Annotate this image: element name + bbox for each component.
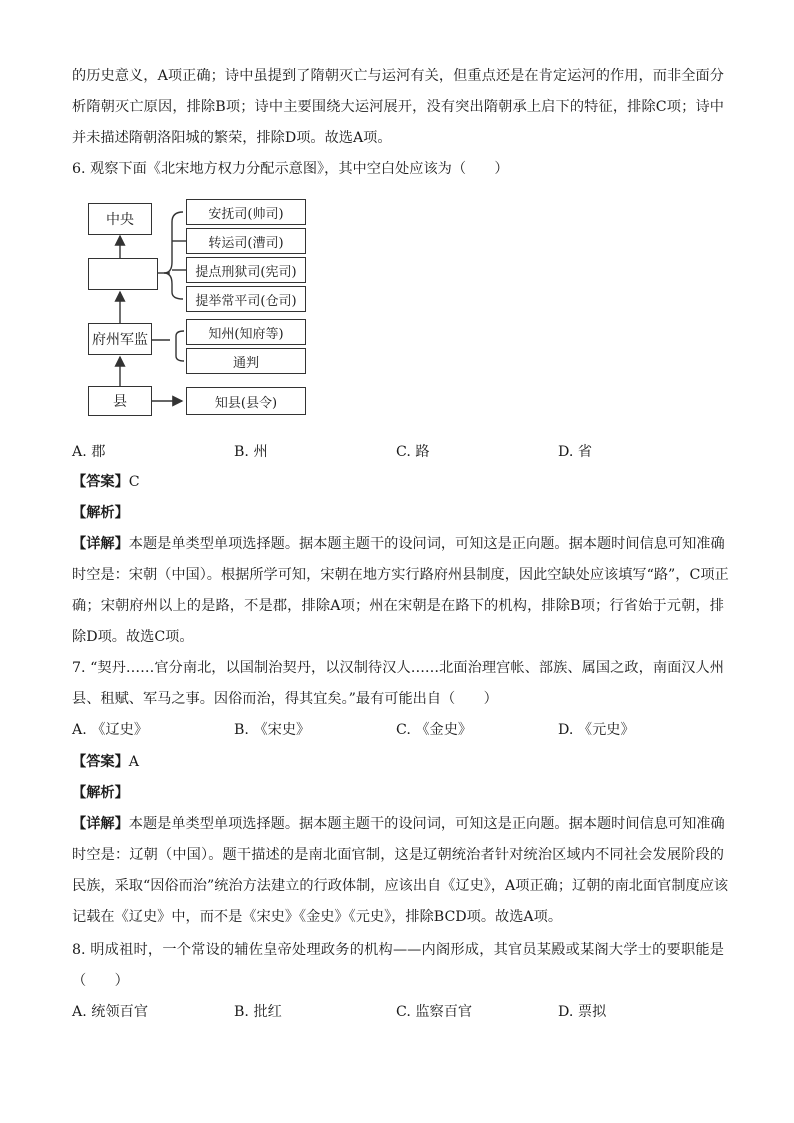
- q8-option-b: B. 批红: [234, 1004, 282, 1020]
- q6-answer: [72, 472, 140, 492]
- q7-detail-line-1: [72, 814, 724, 834]
- q7-stem-line-1: 7. “契丹……官分南北，以国制治契丹，以汉制待汉人……北面治理宫帐、部族、属国之政，南面汉人州: [72, 660, 724, 676]
- q8-stem-line-1: 8. 明成祖时，一个常设的辅佐皇帝处理政务的机构——内阁形成，其官员某殿或某阁大学士的要职能是: [72, 942, 724, 958]
- q7-option-a: A. 《辽史》: [72, 722, 149, 738]
- q6-stem: 6. 观察下面《北宋地方权力分配示意图》，其中空白处应该为（ ）: [72, 161, 509, 177]
- answer-tag: 【答案】: [72, 474, 129, 490]
- q7-detail-line-4: 记载在《辽史》中，而不是《宋史》《金史》《元史》，排除BCD项。故选A项。: [72, 909, 563, 925]
- q7-option-b: B. 《宋史》: [234, 722, 311, 738]
- q8-option-a: A. 统领百官: [72, 1004, 149, 1020]
- q7-detail-line-3: 民族，采取“因俗而治”统治方法建立的行政体制，应该出自《辽史》，A项正确；辽朝的南北面官制度应该: [72, 878, 729, 894]
- q7-detail-line-2: 时空是：辽朝（中国）。题干描述的是南北面官制，这是辽朝统治者针对统治区域内不同社会发展阶段的: [72, 847, 724, 863]
- detail-tag: 【详解】: [72, 536, 129, 552]
- q7-stem-line-2: 县、租赋、军马之事。因俗而治，得其宜矣。”最有可能出自（ ）: [72, 691, 498, 707]
- q5-analysis-line-2: 析隋朝灭亡原因，排除B项；诗中主要围绕大运河展开，没有突出隋朝承上启下的特征，排除C项；诗中: [72, 99, 724, 115]
- q6-detail-line-3: 确；宋朝府州以上的是路，不是郡，排除A项；州在宋朝是在路下的机构，排除B项；行省始于元朝，排: [72, 598, 724, 614]
- detail-text: 本题是单类型单项选择题。据本题主题干的设问词，可知这是正向题。据本题时间信息可知准确: [128, 816, 725, 832]
- q6-option-b: B. 州: [234, 444, 268, 460]
- prefecture-office-2: 通判: [186, 348, 306, 374]
- q5-analysis-line-1: 的历史意义，A项正确；诗中虽提到了隋朝灭亡与运河有关，但重点还是在肯定运河的作用，而非全面分: [72, 68, 724, 84]
- answer-value: C: [128, 474, 140, 490]
- q7-option-c: C. 《金史》: [396, 722, 473, 738]
- circuit-office-1: 安抚司(帅司): [186, 199, 306, 225]
- center-box: 中央: [88, 203, 152, 235]
- detail-tag: 【详解】: [72, 816, 129, 832]
- county-office: 知县(县令): [186, 387, 306, 415]
- blank-box: [88, 258, 158, 290]
- q8-option-c: C. 监察百官: [396, 1004, 473, 1020]
- q5-analysis-line-3: 并未描述隋朝洛阳城的繁荣，排除D项。故选A项。: [72, 130, 392, 146]
- answer-tag: 【答案】: [72, 754, 129, 770]
- county-box: 县: [88, 386, 152, 416]
- q6-option-d: D. 省: [558, 444, 593, 460]
- q7-option-d: D. 《元史》: [558, 722, 635, 738]
- q7-answer: [72, 752, 139, 772]
- q6-detail-line-2: 时空是：宋朝（中国）。根据所学可知，宋朝在地方实行路府州县制度，因此空缺处应该填写“路”，C项正: [72, 567, 729, 583]
- q7-analysis-tag: 【解析】: [72, 785, 129, 801]
- q6-option-c: C. 路: [396, 444, 430, 460]
- detail-text: 本题是单类型单项选择题。据本题主题干的设问词，可知这是正向题。据本题时间信息可知准确: [128, 536, 725, 552]
- prefecture-office-1: 知州(知府等): [186, 319, 306, 345]
- prefecture-box: 府州军监: [88, 323, 152, 355]
- q6-detail-line-1: [72, 534, 724, 554]
- q6-analysis-tag: 【解析】: [72, 505, 129, 521]
- circuit-office-4: 提举常平司(仓司): [186, 286, 306, 312]
- q8-stem-line-2: （ ）: [72, 973, 129, 989]
- circuit-office-3: 提点刑狱司(宪司): [186, 257, 306, 283]
- q6-detail-line-4: 除D项。故选C项。: [72, 629, 194, 645]
- q8-option-d: D. 票拟: [558, 1004, 607, 1020]
- circuit-office-2: 转运司(漕司): [186, 228, 306, 254]
- q6-option-a: A. 郡: [72, 444, 106, 460]
- answer-value: A: [128, 754, 140, 770]
